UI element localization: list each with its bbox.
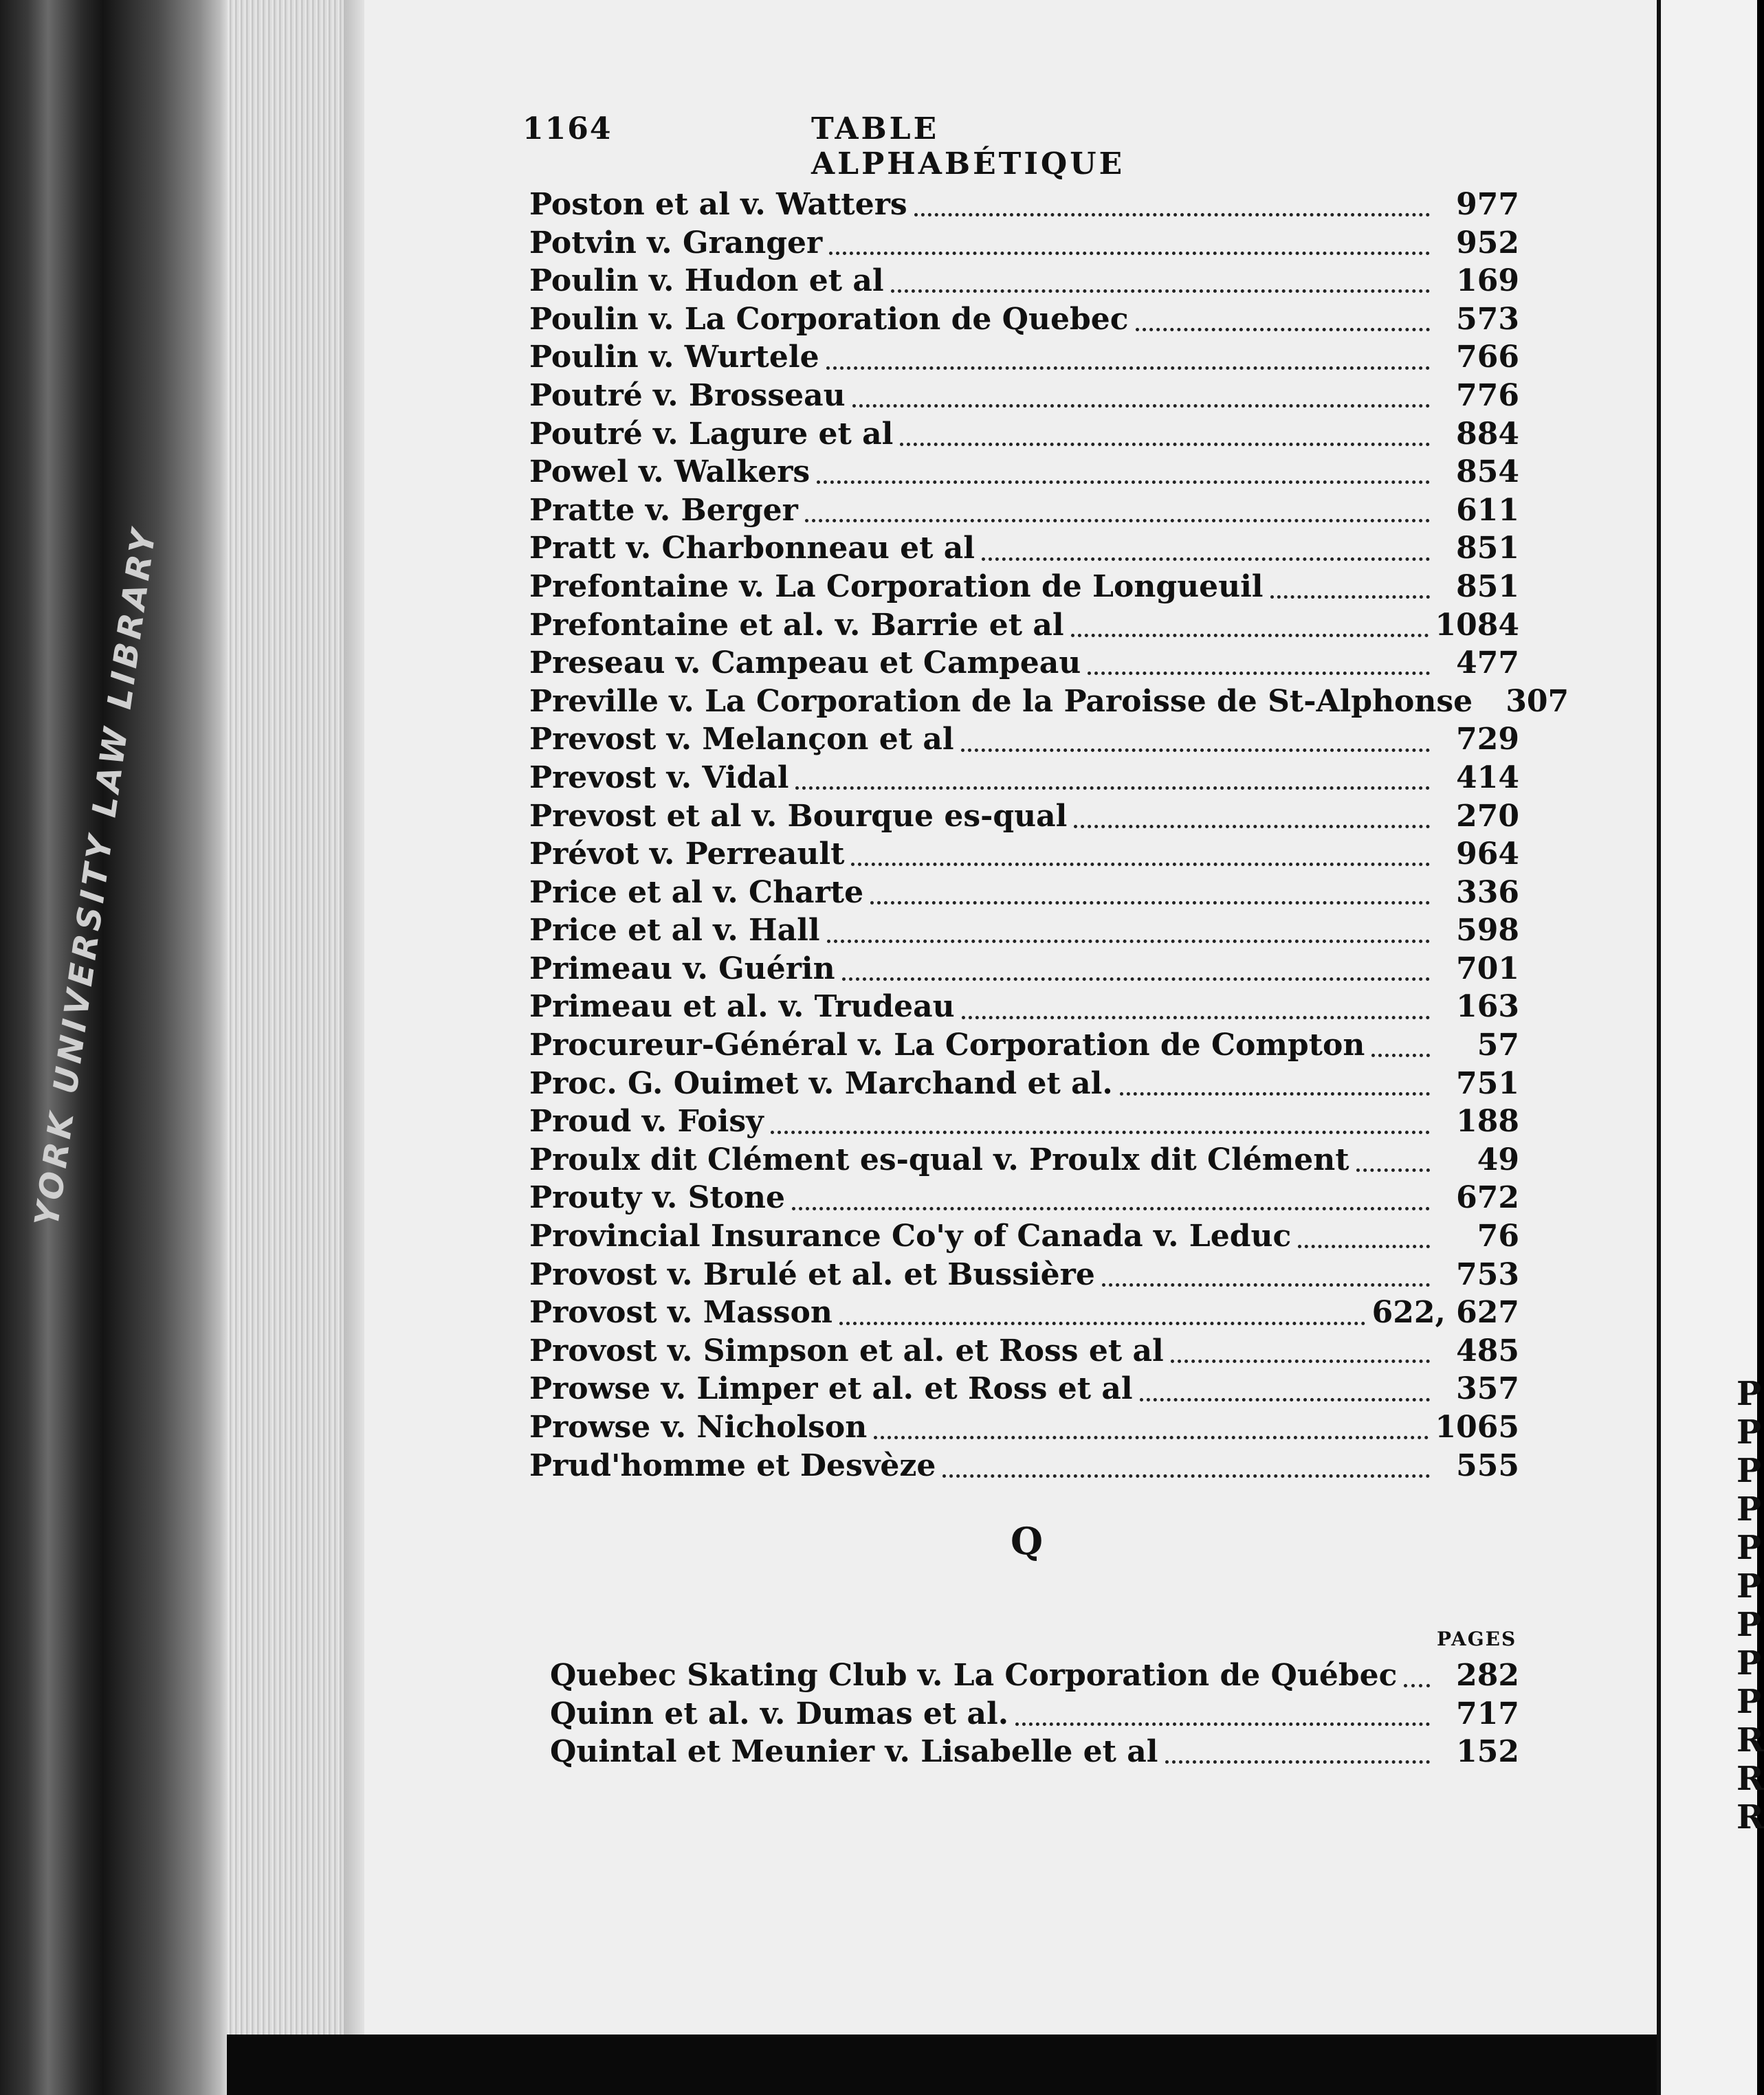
entry-case-name: Prud'homme et Desvèze <box>529 1448 936 1483</box>
dot-leader <box>1088 667 1430 675</box>
entry-page-number: 753 <box>1456 1256 1519 1292</box>
index-entry <box>529 989 1519 1028</box>
facing-page-letter: R <box>1737 1721 1764 1760</box>
entry-page-number: 729 <box>1456 722 1519 757</box>
entry-page-number: 854 <box>1456 454 1519 490</box>
index-entry <box>529 608 1519 646</box>
entry-page-number: 163 <box>1456 989 1519 1025</box>
dot-leader <box>914 209 1430 217</box>
facing-page-letter: R <box>1737 1798 1764 1837</box>
index-entry <box>529 1180 1519 1219</box>
entry-page-number: 477 <box>1456 645 1519 681</box>
entry-case-name: Provincial Insurance Co'y of Canada v. Leduc <box>529 1219 1292 1254</box>
dot-leader <box>874 1432 1428 1439</box>
dot-leader <box>805 515 1430 522</box>
entry-case-name: Price et al v. Charte <box>529 874 864 910</box>
entry-case-name: Quintal et Meunier v. Lisabelle et al <box>550 1734 1158 1770</box>
dot-leader <box>900 439 1430 446</box>
entry-page-number: 701 <box>1456 951 1519 986</box>
entry-case-name: Poutré v. Lagure et al <box>529 416 894 452</box>
index-entry <box>529 187 1519 225</box>
pages-column-label: PAGES <box>1437 1628 1517 1650</box>
index-entry <box>529 799 1519 837</box>
entry-case-name: Poulin v. La Corporation de Quebec <box>529 301 1129 337</box>
entry-page-number: 573 <box>1456 301 1519 337</box>
dot-leader <box>1356 1164 1430 1172</box>
entry-page-number: 977 <box>1456 187 1519 222</box>
facing-page-letter: P <box>1737 1644 1762 1683</box>
entry-case-name: Powel v. Walkers <box>529 454 811 490</box>
entry-page-number: 76 <box>1477 1219 1519 1254</box>
dot-leader <box>982 553 1430 561</box>
dot-leader <box>1371 1050 1430 1057</box>
index-entry <box>529 645 1519 684</box>
dot-leader <box>771 1127 1430 1134</box>
index-entry <box>529 722 1519 760</box>
entry-page-number: 598 <box>1456 913 1519 949</box>
entry-page-number: 307 <box>1506 683 1569 719</box>
facing-page-letter: P <box>1737 1606 1762 1644</box>
entry-page-number: 152 <box>1456 1734 1519 1770</box>
index-entry <box>529 225 1519 264</box>
index-entries-q <box>550 1658 1519 1773</box>
entry-case-name: Price et al v. Hall <box>529 913 820 949</box>
entry-page-number: 357 <box>1456 1371 1519 1407</box>
index-entry <box>529 1448 1519 1487</box>
entry-page-number: 485 <box>1456 1333 1519 1368</box>
dot-leader <box>1270 591 1431 599</box>
index-entry <box>529 836 1519 875</box>
facing-page-letter: P <box>1737 1490 1762 1529</box>
entry-page-number: 57 <box>1477 1028 1519 1063</box>
index-entry <box>529 569 1519 608</box>
entry-case-name: Prefontaine v. La Corporation de Longueuil <box>529 568 1264 604</box>
entry-page-number: 555 <box>1456 1448 1519 1483</box>
page-bottom-shadow <box>227 2035 1657 2095</box>
page-header <box>522 111 1210 181</box>
entry-case-name: Poulin v. Wurtele <box>529 340 819 375</box>
entry-case-name: Proc. G. Ouimet v. Marchand et al. <box>529 1065 1113 1101</box>
entry-case-name: Procureur-Général v. La Corporation de Compton <box>529 1028 1365 1063</box>
entry-case-name: Poutré v. Brosseau <box>529 377 846 413</box>
index-entry <box>529 951 1519 990</box>
entry-page-number: 851 <box>1456 568 1519 604</box>
entry-case-name: Pratt v. Charbonneau et al <box>529 531 975 566</box>
entry-case-name: Prevost v. Melançon et al <box>529 722 954 757</box>
dot-leader <box>1298 1241 1430 1248</box>
entry-page-number: 884 <box>1456 416 1519 452</box>
index-entry <box>529 1066 1519 1105</box>
facing-page-letter: P <box>1737 1567 1762 1606</box>
dot-leader <box>817 476 1430 484</box>
entry-case-name: Quebec Skating Club v. La Corporation de Québec <box>550 1658 1398 1693</box>
entry-page-number: 1084 <box>1435 607 1519 643</box>
dot-leader <box>851 858 1430 866</box>
entry-page-number: 611 <box>1456 492 1519 528</box>
entry-case-name: Proulx dit Clément es-qual v. Proulx dit Clément <box>529 1142 1349 1177</box>
dot-leader <box>839 1318 1365 1325</box>
facing-page-letters <box>1737 1375 1764 1837</box>
dot-leader <box>852 400 1430 408</box>
page-title: TABLE ALPHABÉTIQUE <box>811 111 1125 181</box>
entry-case-name: Poston et al v. Watters <box>529 187 907 222</box>
entry-page-number: 851 <box>1456 531 1519 566</box>
index-entries-p <box>529 187 1569 1486</box>
index-entry <box>529 263 1519 302</box>
index-entry <box>550 1734 1519 1773</box>
entry-case-name: Proud v. Foisy <box>529 1104 764 1140</box>
facing-page-letter: P <box>1737 1529 1762 1567</box>
entry-case-name: Preville v. La Corporation de la Paroisse de St-Alphonse <box>529 683 1473 719</box>
index-entry <box>529 1028 1519 1066</box>
index-entry <box>529 875 1519 913</box>
dot-leader <box>1140 1394 1430 1401</box>
entry-page-number: 717 <box>1456 1696 1519 1731</box>
index-entry <box>529 1257 1519 1296</box>
book-spine <box>0 0 227 2095</box>
index-entry <box>529 760 1519 799</box>
index-entry <box>529 417 1519 455</box>
spine-library-stamp: YORK UNIVERSITY LAW LIBRARY <box>27 523 164 1229</box>
facing-page-letter: R <box>1737 1760 1764 1798</box>
index-entry <box>529 1295 1519 1333</box>
index-entry <box>550 1658 1519 1696</box>
entry-page-number: 188 <box>1456 1104 1519 1140</box>
index-entry <box>529 1333 1519 1372</box>
page-number: 1164 <box>522 111 613 146</box>
entry-case-name: Potvin v. Granger <box>529 225 823 261</box>
index-entry <box>529 378 1519 417</box>
dot-leader <box>842 973 1430 981</box>
entry-page-number: 776 <box>1456 377 1519 413</box>
entry-page-number: 336 <box>1456 874 1519 910</box>
entry-case-name: Pratte v. Berger <box>529 492 798 528</box>
entry-case-name: Primeau v. Guérin <box>529 951 835 986</box>
section-heading-q: Q <box>1011 1519 1044 1563</box>
dot-leader <box>827 935 1430 943</box>
dot-leader <box>829 247 1430 255</box>
entry-page-number: 414 <box>1456 760 1519 795</box>
dot-leader <box>1171 1355 1430 1363</box>
entry-case-name: Provost v. Brulé et al. et Bussière <box>529 1256 1095 1292</box>
index-entry <box>529 1142 1519 1181</box>
index-entry <box>529 302 1519 340</box>
index-entry <box>529 1219 1519 1257</box>
entry-case-name: Preseau v. Campeau et Campeau <box>529 645 1081 681</box>
dot-leader <box>1165 1756 1431 1764</box>
entry-page-number: 169 <box>1456 263 1519 299</box>
index-entry <box>529 913 1519 951</box>
facing-page-letter: P <box>1737 1452 1762 1490</box>
dot-leader <box>891 285 1430 293</box>
entry-page-number: 282 <box>1456 1658 1519 1693</box>
facing-page-letter: P <box>1737 1683 1762 1721</box>
entry-case-name: Provost v. Simpson et al. et Ross et al <box>529 1333 1164 1368</box>
entry-page-number: 672 <box>1456 1180 1519 1216</box>
index-entry <box>529 531 1519 569</box>
dot-leader <box>961 744 1430 752</box>
facing-page-letter: P <box>1737 1375 1762 1413</box>
index-entry <box>529 454 1519 493</box>
dot-leader <box>1015 1718 1430 1726</box>
dot-leader <box>1120 1088 1430 1096</box>
entry-case-name: Poulin v. Hudon et al <box>529 263 884 299</box>
dot-leader <box>795 782 1430 790</box>
entry-case-name: Quinn et al. v. Dumas et al. <box>550 1696 1009 1731</box>
index-entry <box>529 340 1519 378</box>
entry-case-name: Prowse v. Nicholson <box>529 1410 868 1445</box>
dot-leader <box>826 362 1430 370</box>
entry-case-name: Prevost v. Vidal <box>529 760 789 795</box>
index-entry <box>529 1104 1519 1142</box>
index-entry <box>550 1696 1519 1735</box>
entry-case-name: Provost v. Masson <box>529 1295 833 1331</box>
dot-leader <box>1102 1279 1430 1287</box>
entry-case-name: Primeau et al. v. Trudeau <box>529 989 955 1025</box>
dot-leader <box>792 1203 1430 1210</box>
dot-leader <box>1071 630 1429 637</box>
entry-page-number: 1065 <box>1435 1410 1519 1445</box>
dot-leader <box>1136 324 1430 331</box>
entry-page-number: 622, 627 <box>1371 1295 1519 1331</box>
dot-leader <box>962 1012 1430 1019</box>
dot-leader <box>1404 1680 1430 1687</box>
index-entry <box>529 683 1569 722</box>
entry-page-number: 270 <box>1456 798 1519 834</box>
index-entry <box>529 1371 1519 1410</box>
entry-case-name: Prouty v. Stone <box>529 1180 786 1216</box>
entry-case-name: Prevost et al v. Bourque es-qual <box>529 798 1068 834</box>
dot-leader <box>942 1470 1430 1478</box>
entry-page-number: 964 <box>1456 836 1519 872</box>
index-entry <box>529 1410 1519 1448</box>
entry-case-name: Prowse v. Limper et al. et Ross et al <box>529 1371 1133 1407</box>
entry-case-name: Prefontaine et al. v. Barrie et al <box>529 607 1064 643</box>
dot-leader <box>870 897 1430 905</box>
index-entry <box>529 493 1519 531</box>
entry-case-name: Prévot v. Perreault <box>529 836 845 872</box>
entry-page-number: 766 <box>1456 340 1519 375</box>
entry-page-number: 49 <box>1477 1142 1519 1177</box>
entry-page-number: 751 <box>1456 1065 1519 1101</box>
dot-leader <box>1074 821 1430 828</box>
entry-page-number: 952 <box>1456 225 1519 261</box>
facing-page-letter: P <box>1737 1413 1762 1452</box>
